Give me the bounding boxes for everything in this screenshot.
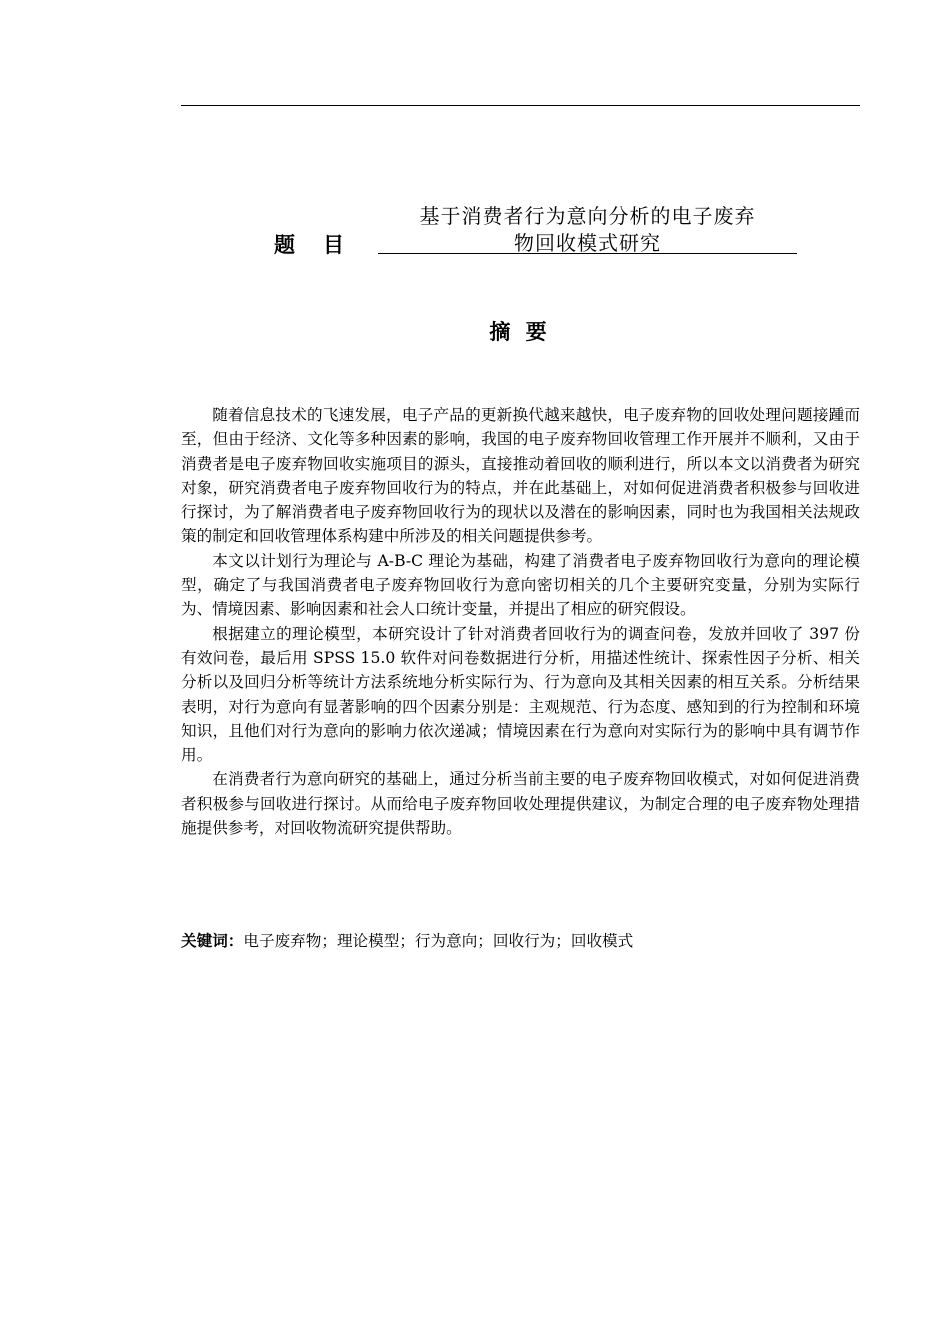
abstract-paragraph: 根据建立的理论模型，本研究设计了针对消费者回收行为的调查问卷，发放并回收了 397 份有效问卷，最后用 SPSS 15.0 软件对问卷数据进行分析，用描述性统计、探索性因子分析、相关分析以及回归分析等统计方法系统地分析实际行为、行为意向及其相关因素的相互关系。分析结果表明，对行为意向有显著影响的四个因素分别是：主观规范、行为态度、感知到的行为控制和环境知识，且他们对行为意向的影响力依次递减；情境因素在行为意向对实际行为的影响中具有调节作用。 bbox=[181, 624, 860, 765]
abstract-body bbox=[181, 403, 860, 840]
keywords-label: 关键词： bbox=[181, 932, 244, 950]
title-label bbox=[274, 229, 344, 259]
keywords-text: 电子废弃物；理论模型；行为意向；回收行为；回收模式 bbox=[243, 932, 634, 950]
abstract-heading: 摘 要 bbox=[489, 320, 551, 344]
thesis-title-line-1: 基于消费者行为意向分析的电子废弃 bbox=[419, 204, 756, 228]
abstract-paragraph: 在消费者行为意向研究的基础上，通过分析当前主要的电子废弃物回收模式，对如何促进消费者积极参与回收进行探讨。从而给电子废弃物回收处理提供建议，为制定合理的电子废弃物处理措施提供参考，对回收物流研究提供帮助。 bbox=[181, 770, 860, 838]
title-label-char-2: 目 bbox=[323, 233, 344, 257]
abstract-paragraph: 本文以计划行为理论与 A-B-C 理论为基础，构建了消费者电子废弃物回收行为意向的理论模型，确定了与我国消费者电子废弃物回收行为意向密切相关的几个主要研究变量，分别为实际行为、情境因素、影响因素和社会人口统计变量，并提出了相应的研究假设。 bbox=[181, 551, 860, 619]
title-underline bbox=[378, 253, 797, 254]
header-rule bbox=[181, 105, 860, 106]
keywords-line bbox=[181, 929, 860, 953]
abstract-paragraph: 随着信息技术的飞速发展，电子产品的更新换代越来越快，电子废弃物的回收处理问题接踵而至，但由于经济、文化等多种因素的影响，我国的电子废弃物回收管理工作开展并不顺利，又由于消费者是电子废弃物回收实施项目的源头，直接推动着回收的顺利进行，所以本文以消费者为研究对象，研究消费者电子废弃物回收行为的特点，并在此基础上，对如何促进消费者积极参与回收进行探讨，为了解消费者电子废弃物回收行为的现状以及潜在的影响因素，同时也为我国相关法规政策的制定和回收管理体系构建中所涉及的相关问题提供参考。 bbox=[181, 406, 860, 546]
thesis-title bbox=[378, 203, 797, 257]
thesis-title-line-2: 物回收模式研究 bbox=[514, 231, 661, 255]
title-label-char-1: 题 bbox=[274, 233, 295, 257]
